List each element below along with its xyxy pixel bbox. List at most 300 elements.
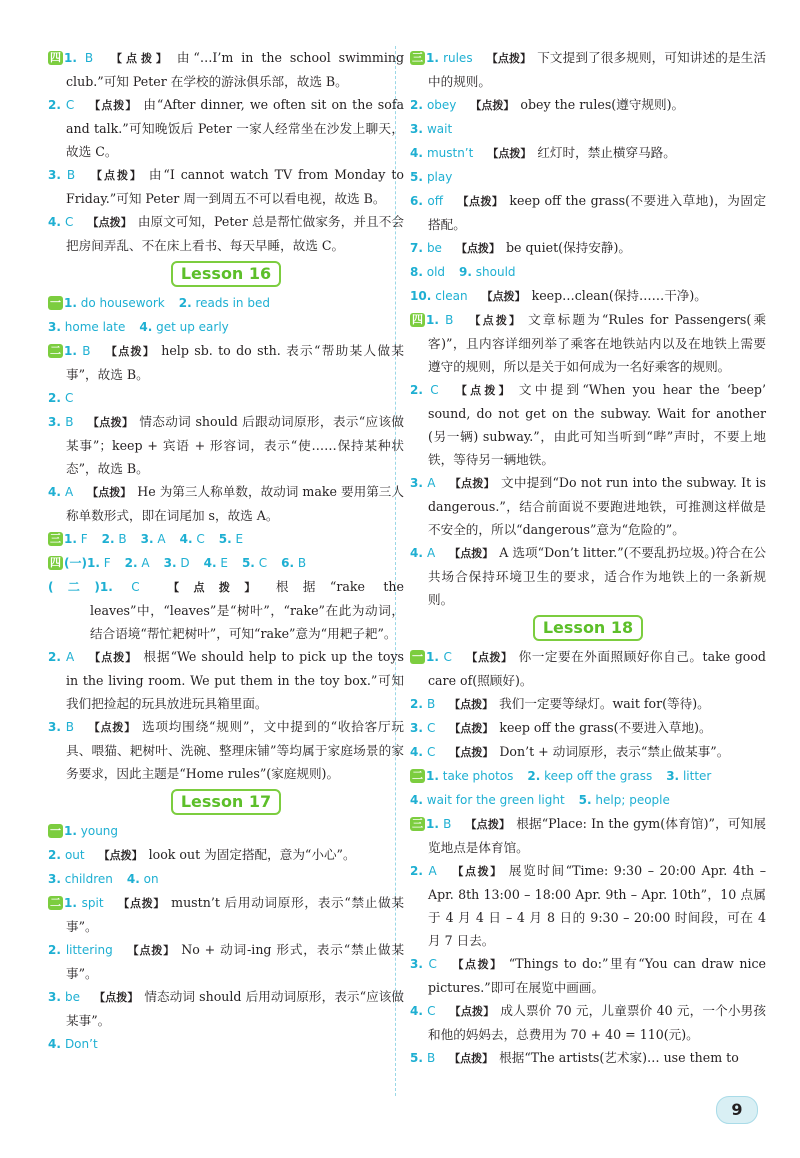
question-number: 6. [281, 556, 295, 570]
left-column [48, 46, 404, 1056]
answer-text: on [143, 872, 159, 886]
section-marker: 二 [50, 344, 61, 357]
answer-choice: C [65, 98, 75, 112]
question-number: 2. [124, 556, 138, 570]
answer-item [410, 265, 445, 279]
answer-line [48, 867, 404, 891]
question-number: 1. [64, 824, 77, 838]
question-number: 3. [48, 720, 61, 734]
tip-label: 【点拨】 [88, 651, 138, 664]
section-marker: 四 [50, 556, 61, 569]
answer-choice: B [84, 51, 94, 65]
section-marker: 三 [50, 532, 61, 545]
answer-entry [48, 715, 404, 785]
answer-text: keep off the grass [544, 769, 653, 783]
answer-entry [48, 210, 404, 257]
answer-item [652, 769, 711, 783]
answer-entry [410, 46, 766, 93]
subsection-marker: (一) [64, 556, 87, 570]
question-number: 7. [410, 241, 423, 255]
explanation-text: 展览时间“Time: 9:30 – 20:00 Apr. 4th – Apr. 8th 13:00 – 18:00 Apr. 9th – Apr. 10th”，10 点属于 4 月 4 日 – 4 月 8 日的 9:30 – 20:00 时间段，可在 4 月 7 日去。 [428, 863, 767, 948]
question-number: 4. [179, 532, 193, 546]
question-number: 2. [101, 532, 115, 546]
answer-item [426, 769, 513, 783]
answer-line [48, 315, 404, 339]
tip-label: 【点拨】 [449, 1005, 495, 1018]
answer-choice: C [131, 580, 140, 594]
answer-item [190, 556, 228, 570]
tip-label: 【点拨】 [450, 865, 503, 878]
answer-entry [48, 339, 404, 386]
answer-text: take photos [442, 769, 514, 783]
answer-item [565, 793, 670, 807]
explanation-text: 你一定要在外面照顾好你自己。take good care of(照顾好)。 [428, 649, 766, 688]
answer-entry [410, 236, 766, 260]
answer-choice: B [445, 313, 454, 327]
question-number: 1. [426, 817, 439, 831]
answer-text: F [80, 532, 88, 546]
answer-item [111, 556, 150, 570]
tip-label: 【点拨】 [117, 897, 166, 910]
answer-entry [48, 1032, 404, 1056]
answer-entry [48, 985, 404, 1032]
answer-item [48, 320, 125, 334]
answer-text: E [220, 556, 228, 570]
tip-label: 【点拨】 [104, 345, 156, 358]
question-number: 1. [99, 580, 113, 594]
question-number: 2. [48, 98, 61, 112]
answer-entry [48, 93, 404, 163]
lesson-heading: Lesson 16 [171, 261, 281, 287]
question-number: 4. [410, 1004, 423, 1018]
section-marker: 二 [50, 896, 61, 909]
answer-choice: B [426, 1051, 436, 1065]
tip-label-text: 点拨 [461, 477, 484, 490]
answer-entry [48, 843, 404, 867]
explanation-text: 文章标题为“Rules for Passengers(乘客)”，且内容详细列举了乘客在地铁站内以及在地铁上需要遵守的规则，所以是关于如何成为一名好乘客的规则。 [428, 312, 767, 374]
tip-label-text: 点拨 [476, 818, 500, 831]
answer-text: B [297, 556, 307, 570]
tip-label: 【点拨】 [449, 698, 494, 711]
tip-label: 【点拨】 [449, 1052, 494, 1065]
answer-entry [410, 189, 766, 236]
answer-item [113, 872, 159, 886]
explanation-text: help sb. to do sth. 表示“帮助某人做某事”，故选 B。 [66, 343, 405, 382]
explanation-text: He 为第三人称单数，故动词 make 要用第三人称单数形式，即在词尾加 s，故选 A。 [66, 484, 404, 523]
tip-label-text: 点拨 [460, 746, 483, 759]
answer-choice: A [427, 476, 436, 490]
section-marker: 三 [412, 51, 423, 64]
answer-text: get up early [156, 320, 229, 334]
tip-label-text: 点拨 [468, 195, 492, 208]
tip-label: 【点拨】 [87, 486, 132, 499]
tip-label-text: 点拨 [126, 52, 156, 65]
answer-choice: A [426, 546, 436, 560]
answer-entry [410, 999, 766, 1046]
question-number: 4. [410, 793, 423, 807]
answer-text: B [118, 532, 127, 546]
question-number: 4. [410, 546, 423, 560]
explanation-text: Don’t + 动词原形，表示“禁止做某事”。 [499, 744, 730, 759]
tip-label: 【点拨】 [481, 290, 526, 303]
question-number: 2. [527, 769, 541, 783]
question-number: 2. [410, 697, 423, 711]
tip-label-text: 点拨 [497, 52, 521, 65]
tip-label-text: 点拨 [465, 958, 491, 971]
answer-entry [48, 645, 404, 715]
answer-line [410, 764, 766, 788]
answer-item [228, 556, 267, 570]
tip-label-text: 点拨 [460, 698, 483, 711]
tip-label: 【点拨】 [450, 958, 503, 971]
lesson-heading: Lesson 18 [533, 615, 643, 641]
tip-label: 【点拨】 [452, 384, 513, 397]
question-number: 5. [218, 532, 232, 546]
tip-label: 【点拨】 [486, 52, 532, 65]
question-number: 2. [410, 864, 423, 878]
answer-line [48, 819, 404, 843]
tip-label-text: 点拨 [101, 99, 126, 112]
tip-label-text: 点拨 [481, 99, 504, 112]
answer-text: wait for the green light [426, 793, 565, 807]
explanation-text: 根据“Place: In the gym(体育馆)”，可知展览地点是体育馆。 [428, 816, 767, 855]
answer-choice: A [428, 864, 437, 878]
question-number: 1. [426, 313, 439, 327]
answer-item [48, 872, 113, 886]
answer-entry [410, 859, 766, 952]
tip-label-text: 点拨 [477, 651, 502, 664]
section-marker: 一 [50, 824, 61, 837]
question-number: 6. [410, 194, 423, 208]
tip-label: 【点拨】 [465, 651, 513, 664]
answer-entry [410, 541, 766, 611]
answer-entry [410, 471, 766, 541]
question-number: 4. [48, 1037, 61, 1051]
question-number: 4. [410, 146, 423, 160]
explanation-text: 由原文可知，Peter 总是帮忙做家务，并且不会把房间弄乱、不在床上看书、每天早睡，故选 C。 [66, 214, 405, 253]
answer-item [410, 793, 565, 807]
answer-item [267, 556, 306, 570]
answer-choice: C [430, 383, 439, 397]
tip-label: 【点拨】 [470, 99, 515, 112]
lesson-heading-row [48, 785, 404, 819]
question-number: 2. [410, 383, 423, 397]
answer-text: do housework [80, 296, 165, 310]
answer-entry [48, 575, 404, 645]
question-number: 3. [48, 872, 61, 886]
answer-entry [410, 141, 766, 165]
answer-choice: C [443, 650, 452, 664]
answer-entry [410, 645, 766, 692]
question-number: 3. [48, 320, 61, 334]
answer-item [127, 532, 166, 546]
answer-choice: B [65, 720, 74, 734]
tip-label-text: 点拨 [139, 944, 164, 957]
answer-choice: B [82, 344, 91, 358]
answer-entry [410, 692, 766, 716]
tip-label-text: 点拨 [465, 865, 491, 878]
lesson-heading: Lesson 17 [171, 789, 281, 815]
question-number: 3. [163, 556, 177, 570]
answer-text: A [141, 556, 150, 570]
answer-choice: obey [426, 98, 457, 112]
explanation-text: mustn’t 后用动词原形，表示“禁止做某事”。 [66, 895, 404, 934]
answer-text: old [426, 265, 446, 279]
answer-choice: C [426, 745, 436, 759]
question-number: 9. [459, 265, 472, 279]
tip-label-text: 点拨 [193, 581, 245, 594]
question-number: 1. [86, 556, 100, 570]
question-number: 4. [48, 485, 61, 499]
answer-text: reads in bed [195, 296, 270, 310]
explanation-text: 我们一定要等绿灯。wait for(等待)。 [499, 696, 710, 711]
explanation-text: 下文提到了很多规则，可知讲述的是生活中的规则。 [428, 50, 767, 89]
explanation-text: keep off the grass(不要进入草地)，为固定搭配。 [428, 193, 767, 232]
answer-choice: C [426, 721, 436, 735]
tip-label-text: 点拨 [101, 651, 126, 664]
answer-entry [410, 740, 766, 764]
answer-item [87, 556, 111, 570]
tip-label-text: 点拨 [129, 897, 154, 910]
answer-choice: wait [426, 122, 453, 136]
tip-label-text: 点拨 [109, 849, 132, 862]
answer-item [64, 296, 165, 310]
tip-label-text: 点拨 [460, 547, 483, 560]
question-number: 2. [48, 848, 61, 862]
tip-label-text: 点拨 [460, 1005, 484, 1018]
answer-entry [410, 93, 766, 117]
question-number: 10. [410, 289, 432, 303]
tip-label-text: 点拨 [98, 486, 121, 499]
answer-choice: C [428, 957, 437, 971]
explanation-text: 文中提到“When you hear the ‘beep’ sound, do not get on the subway. Wait for another (另一辆) subway.”，由此可知当听到“哔”声时，不要上地铁，等待另一辆地铁。 [428, 382, 767, 467]
explanation-text: 根据“The artists(艺术家)… use them to [499, 1050, 739, 1065]
section-marker: 四 [50, 51, 61, 64]
answer-entry [410, 308, 766, 378]
explanation-text: 红灯时，禁止横穿马路。 [537, 145, 676, 160]
answer-entry [410, 284, 766, 308]
tip-label: 【点拨】 [107, 52, 171, 65]
answer-choice: B [443, 817, 452, 831]
tip-label: 【点拨】 [88, 99, 138, 112]
answer-choice: be [426, 241, 442, 255]
answer-item [445, 265, 516, 279]
question-number: 4. [48, 215, 61, 229]
answer-line [410, 260, 766, 284]
answer-choice: B [66, 168, 76, 182]
answer-choice: C [65, 215, 74, 229]
answer-entry [48, 163, 404, 210]
answer-entry [48, 480, 404, 527]
answer-choice: clean [435, 289, 468, 303]
section-marker: 一 [50, 296, 61, 309]
question-number: 3. [48, 415, 61, 429]
answer-text: children [64, 872, 113, 886]
answer-entry [410, 716, 766, 740]
lesson-heading-row [48, 257, 404, 291]
answer-line [48, 551, 404, 575]
question-number: 5. [410, 170, 423, 184]
answer-text: litter [682, 769, 712, 783]
answer-text: C [196, 532, 205, 546]
answer-item [150, 556, 190, 570]
explanation-text: 根据“We should help to pick up the toys in the living room. We put them in the toy box.”可知我们把捡起的玩具放进玩具箱里面。 [66, 649, 405, 711]
section-marker: 三 [412, 817, 423, 830]
question-number: 4. [410, 745, 423, 759]
question-number: 2. [410, 98, 423, 112]
answer-choice: A [65, 650, 75, 664]
question-number: 1. [426, 650, 439, 664]
answer-text: should [475, 265, 516, 279]
question-number: 5. [241, 556, 255, 570]
answer-item [125, 320, 228, 334]
answer-item [64, 824, 118, 838]
tip-label: 【点拨】 [449, 547, 494, 560]
answer-choice: C [64, 391, 74, 405]
tip-label-text: 点拨 [492, 290, 515, 303]
tip-label: 【点拨】 [126, 944, 176, 957]
answer-text: help; people [595, 793, 670, 807]
answer-text: C [258, 556, 268, 570]
tip-label: 【点拨】 [465, 818, 511, 831]
explanation-text: 选项均围绕“规则”，文中提到的“收拾客厅玩具、喂猫、耙树叶、洗碗、整理床铺”等均属于家庭场景的家务要求，因此主题是“Home rules”(家庭规则)。 [66, 719, 405, 781]
tip-label: 【点拨】 [449, 722, 494, 735]
question-number: 3. [410, 476, 423, 490]
answer-choice: play [426, 170, 453, 184]
explanation-text: 文中提到“Do not run into the subway. It is dangerous.”，结合前面说不要跑进地铁，可推测这样做是不安全的，所以“dangerous”意为“危险的”。 [428, 475, 767, 537]
answer-text: young [80, 824, 119, 838]
answer-text: F [103, 556, 111, 570]
question-number: 1. [426, 769, 439, 783]
answer-choice: spit [81, 896, 104, 910]
explanation-text: be quiet(保持安静)。 [505, 240, 631, 255]
answer-entry [48, 891, 404, 938]
question-number: 5. [578, 793, 592, 807]
answer-item [166, 532, 205, 546]
question-number: 8. [410, 265, 423, 279]
tip-label: 【点拨】 [449, 746, 494, 759]
question-number: 1. [64, 896, 77, 910]
tip-label-text: 点拨 [470, 384, 499, 397]
answer-entry [410, 812, 766, 859]
explanation-text: 情态动词 should 后用动词原形，表示“应该做某事”。 [66, 989, 405, 1028]
tip-label: 【点拨】 [87, 721, 136, 734]
tip-label-text: 点拨 [99, 416, 122, 429]
answer-choice: littering [65, 943, 113, 957]
explanation-text: 由“…I’m in the school swimming club.”可知 Peter 在学校的游泳俱乐部，故选 B。 [66, 50, 405, 89]
question-number: 3. [410, 122, 423, 136]
question-number: 1. [64, 344, 77, 358]
answer-choice: rules [443, 51, 473, 65]
answer-item [165, 296, 270, 310]
explanation-text: obey the rules(遵守规则)。 [520, 97, 685, 112]
subsection-marker: (二) [48, 580, 100, 594]
question-number: 3. [140, 532, 154, 546]
answer-text: A [157, 532, 166, 546]
answer-entry [410, 165, 766, 189]
answer-entry [48, 46, 404, 93]
question-number: 3. [666, 769, 680, 783]
answer-entry [410, 117, 766, 141]
question-number: 1. [426, 51, 439, 65]
answer-line [48, 291, 404, 315]
answer-entry [48, 386, 404, 410]
page-number: 9 [716, 1096, 758, 1124]
answer-choice: mustn’t [426, 146, 474, 160]
tip-label-text: 点拨 [118, 345, 143, 358]
lesson-heading-row [410, 611, 766, 645]
question-number: 1. [64, 296, 77, 310]
answer-entry [410, 378, 766, 471]
explanation-text: look out 为固定搭配，意为“小心”。 [148, 847, 356, 862]
question-number: 4. [126, 872, 140, 886]
section-marker: 一 [412, 650, 423, 663]
answer-choice: C [427, 1004, 436, 1018]
explanation-text: keep…clean(保持……干净)。 [531, 288, 707, 303]
tip-label-text: 点拨 [482, 314, 509, 327]
answer-choice: B [65, 415, 74, 429]
answer-text: D [180, 556, 190, 570]
question-number: 2. [178, 296, 192, 310]
question-number: 5. [410, 1051, 423, 1065]
tip-label: 【点拨】 [455, 242, 500, 255]
answer-line [410, 788, 766, 812]
explanation-text: 成人票价 70 元，儿童票价 40 元，一个小男孩和他的妈妈去，总费用为 70 + 40 = 110(元)。 [428, 1003, 767, 1042]
question-number: 2. [48, 650, 61, 664]
answer-text: E [235, 532, 244, 546]
answer-choice: A [64, 485, 74, 499]
explanation-text: 根据“rake the leaves”中，“leaves”是“树叶”，“rake”在此为动词，结合语境“帮忙耙树叶”，可知“rake”意为“用耙子耙”。 [90, 579, 404, 641]
tip-label: 【点拨】 [94, 991, 139, 1004]
tip-label: 【点拨】 [89, 169, 143, 182]
question-number: 4. [203, 556, 217, 570]
explanation-text: 由“After dinner, we often sit on the sofa and talk.”可知晚饭后 Peter 一家人经常坐在沙发上聊天，故选 C。 [66, 97, 404, 159]
question-number: 3. [48, 168, 61, 182]
answer-text: home late [64, 320, 126, 334]
answer-choice: be [65, 990, 80, 1004]
answer-entry [410, 1046, 766, 1070]
right-column [410, 46, 766, 1070]
question-number: 1. [64, 51, 77, 65]
tip-label-text: 点拨 [98, 216, 121, 229]
explanation-text: keep off the grass(不要进入草地)。 [499, 720, 712, 735]
question-number: 2. [48, 943, 61, 957]
tip-label-text: 点拨 [105, 991, 128, 1004]
answer-entry [410, 952, 766, 999]
tip-label: 【点拨】 [87, 216, 132, 229]
tip-label: 【点拨】 [449, 477, 495, 490]
answer-choice: off [427, 194, 444, 208]
tip-label: 【点拨】 [457, 195, 504, 208]
question-number: 4. [139, 320, 153, 334]
tip-label: 【点拨】 [487, 147, 532, 160]
explanation-text: A 选项“Don’t litter.”(不要乱扔垃圾。)符合在公共场合保持环境卫生的要求，适合作为地铁上的一条新规则。 [428, 545, 766, 607]
tip-label-text: 点拨 [460, 722, 483, 735]
explanation-text: No + 动词-ing 形式，表示“禁止做某事”。 [66, 942, 405, 981]
explanation-text: “Things to do:”里有“You can draw nice pictures.”即可在展览中画画。 [428, 956, 767, 995]
tip-label: 【点拨】 [153, 581, 270, 594]
explanation-text: 情态动词 should 后跟动词原形，表示“应该做某事”；keep + 宾语 + 形容词，表示“使……保持某种状态”，故选 B。 [66, 414, 405, 476]
question-number: 2. [48, 391, 61, 405]
tip-label-text: 点拨 [460, 1052, 483, 1065]
question-number: 3. [410, 721, 423, 735]
answer-item [88, 532, 127, 546]
question-number: 1. [64, 532, 77, 546]
tip-label: 【点拨】 [467, 314, 523, 327]
tip-label-text: 点拨 [466, 242, 489, 255]
explanation-text: 由“I cannot watch TV from Monday to Friday.”可知 Peter 周一到周五不可以看电视，故选 B。 [66, 167, 405, 206]
answer-item [513, 769, 652, 783]
